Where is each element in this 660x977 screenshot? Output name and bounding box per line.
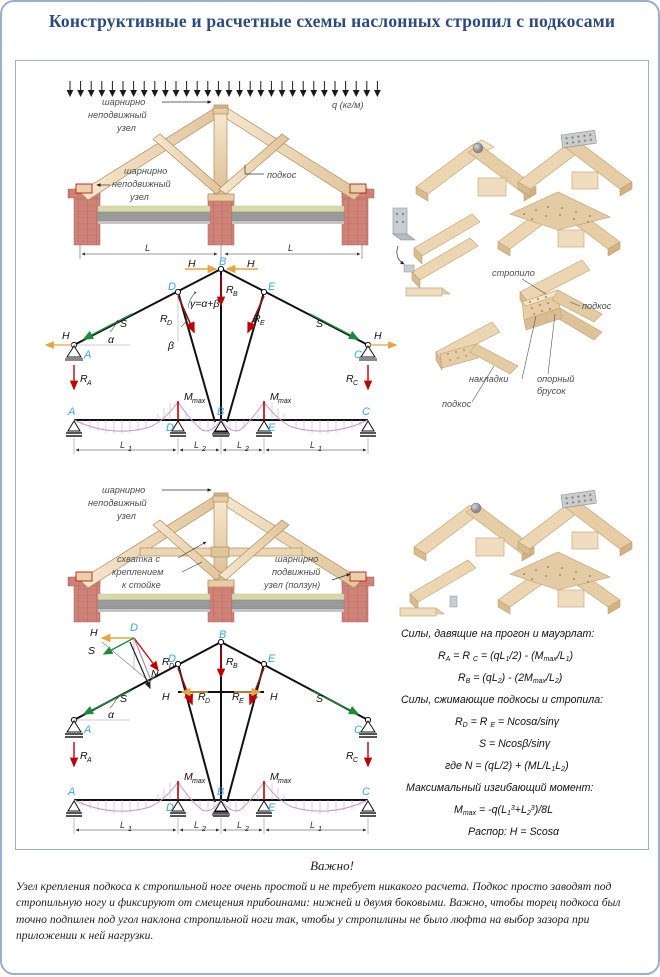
rd-sub-2: D xyxy=(205,698,211,705)
dim-l2-left-m1: L xyxy=(194,440,200,450)
node-label-d-m2: D xyxy=(166,802,174,814)
scheme1-structural-drawing xyxy=(67,81,381,259)
s-left-label: S xyxy=(120,318,128,330)
label-nakladki: накладки xyxy=(469,374,509,384)
node-label-a-m2: A xyxy=(68,786,76,798)
scheme2-structural-drawing xyxy=(68,485,374,622)
callout-ridge-line1: шарнирно xyxy=(102,97,146,107)
formula-ra-rc xyxy=(438,650,573,663)
callout2-collar-l1: схватка с xyxy=(117,554,160,564)
re-sub-2: E xyxy=(239,698,244,705)
label-oporny: опорный xyxy=(537,374,575,384)
mmax-right-sub-2: max xyxy=(278,778,292,785)
formula-rasp xyxy=(468,826,560,838)
callout-wall-line1: шарнирно xyxy=(124,166,168,176)
important-note xyxy=(16,858,648,945)
callout2-collar-l3: к стойке xyxy=(122,580,161,590)
moment2-dimensions xyxy=(74,818,368,834)
svg-text:S = Ncosβ/sinγ: S = Ncosβ/sinγ xyxy=(479,738,551,750)
formula-heading-2: Силы, сжимающие подкосы и стропила: xyxy=(401,694,604,706)
h-right-collar-label: H xyxy=(270,691,278,703)
detail-images-top xyxy=(393,130,632,409)
node-label-e1: E xyxy=(268,281,276,293)
dim-l1-left-sub-m2: 1 xyxy=(128,826,132,833)
note-text: Узел крепления подкоса к стропильной ноге очень простой и не требует никакого расчета. Подкос просто заводят под стропильную ногу и фиксируют от смещения прибоинами: нижней и двумя боковыми. Важно, чтобы торец подкоса был точно подпилен под угол наклона стропильной ноги так, чтобы у стропилины не было люфта на выбор зазора при приложении к ней нагрузки. xyxy=(16,880,621,943)
formula-block xyxy=(401,628,603,838)
diagram-canvas xyxy=(2,2,660,977)
mmax-left-sub-1: max xyxy=(192,398,206,405)
poly-n-label: N xyxy=(151,668,159,680)
dim-left-label: L xyxy=(145,243,151,253)
callout2-ridge-line1: шарнирно xyxy=(102,485,146,495)
poly-d-label: D xyxy=(130,622,138,634)
node-label-c-m2: C xyxy=(362,786,370,798)
node-label-d1: D xyxy=(168,281,176,293)
ra-label-2: R xyxy=(80,750,88,762)
dim-l1-right-sub-m1: 1 xyxy=(318,446,322,453)
node-label-a1: A xyxy=(84,349,92,361)
mmax-left-label-1: M xyxy=(184,391,193,403)
node-label-e-m2: E xyxy=(268,802,276,814)
h-left-b-label: H xyxy=(188,258,196,270)
formula-mmax xyxy=(454,804,553,817)
formula-heading-3: Максимальный изгибающий момент: xyxy=(406,782,594,794)
rc-label: R xyxy=(346,373,354,385)
label-stropilo: стропило xyxy=(492,268,535,278)
dim-l1-left-m2: L xyxy=(120,820,126,830)
poly-rd-label: R xyxy=(162,656,170,668)
node-label-a-m1: A xyxy=(68,406,76,418)
h-left-collar-label: H xyxy=(162,691,170,703)
label-brusok: брусок xyxy=(537,386,566,396)
svg-text:где N = (qL/2) + (ML/L1L2): где N = (qL/2) + (ML/L1L2) xyxy=(445,760,569,773)
dim-right-label: L xyxy=(288,243,294,253)
callout-wall-line3: узел xyxy=(130,192,149,202)
dim-l1-right-sub-m2: 1 xyxy=(318,826,322,833)
dim-l1-left-m1: L xyxy=(120,440,126,450)
ra-sub: A xyxy=(87,380,92,387)
poly-s-label: S xyxy=(88,645,96,657)
distributed-load-arrows xyxy=(67,81,381,97)
detail-images-bottom xyxy=(400,490,632,616)
s-right-label: S xyxy=(316,318,324,330)
rb-sub: B xyxy=(233,291,238,298)
node-label-b-m2: B xyxy=(217,786,225,798)
load-label: q (кг/м) xyxy=(332,100,364,110)
mmax-right-sub-1: max xyxy=(278,398,292,405)
rc-sub-2: C xyxy=(353,757,359,764)
node-label-e2: E xyxy=(268,653,276,665)
callout2-right-l2: подвижный xyxy=(272,567,321,577)
ra-sub-2: A xyxy=(87,757,92,764)
node-label-c1: C xyxy=(354,349,362,361)
node-label-e-m1: E xyxy=(268,422,276,434)
re-label-2: R xyxy=(232,691,240,703)
rd-label: R xyxy=(160,313,168,325)
node-label-d2: D xyxy=(168,653,176,665)
dim-l1-right-m1: L xyxy=(310,440,316,450)
rb-sub-2: B xyxy=(233,663,238,670)
support-a xyxy=(65,346,83,361)
node-label-b1: B xyxy=(219,256,227,268)
beta-label-1: β xyxy=(168,340,174,352)
formula-heading-1: Силы, давящие на прогон и мауэрлат: xyxy=(401,628,595,640)
re-arrow-2 xyxy=(250,668,264,704)
mmax-left-label-2: M xyxy=(184,771,193,783)
alpha-label-2: α xyxy=(108,709,114,721)
svg-text:Распор: H = Scosα: Распор: H = Scosα xyxy=(468,826,560,838)
svg-text:RB = (qL2) - (2Mmax/L2): RB = (qL2) - (2Mmax/L2) xyxy=(458,672,563,685)
callout-ridge-line3: узел xyxy=(117,123,136,133)
mmax-left-sub-2: max xyxy=(192,778,206,785)
poly-rd-sub: D xyxy=(169,663,175,670)
rd-arrow-2 xyxy=(178,668,192,704)
dim-l2-right-m2: L xyxy=(237,820,243,830)
note-heading: Важно! xyxy=(310,858,354,873)
svg-text:Mmax = -q(L13+L23)/8L: $Mmax = -q(L1^3+L2^3)/8L$ xyxy=(454,804,553,817)
dim-l2-left-sub-m2: 2 xyxy=(202,826,206,833)
formula-rd-re xyxy=(455,716,560,729)
rd-sub: D xyxy=(167,320,173,327)
dim-l2-right-m1: L xyxy=(237,440,243,450)
node-label-b2: B xyxy=(219,629,227,641)
ra-label: R xyxy=(80,373,88,385)
mmax-right-label-2: M xyxy=(270,771,279,783)
support-a-2 xyxy=(65,721,83,738)
gamma-label-1: γ=α+β xyxy=(190,298,220,310)
s-left-label-2: S xyxy=(120,693,128,705)
dim-l2-left-sub-m1: 2 xyxy=(202,446,206,453)
svg-text:RA = R C = (qL1/2) - (Mmax/L1): RA = R C = (qL1/2) - (Mmax/L1) xyxy=(438,650,574,663)
svg-text:RD = R E = Ncosα/sinγ: RD = R E = Ncosα/sinγ xyxy=(455,716,560,729)
rb-label: R xyxy=(226,284,234,296)
callout2-ridge-line3: узел xyxy=(117,511,136,521)
callout-ridge-line2: неподвижный xyxy=(88,110,147,120)
rc-sub: C xyxy=(353,380,359,387)
mmax-right-label-1: M xyxy=(270,391,279,403)
node-e-marker xyxy=(261,289,266,294)
label-podkos-1: подкос xyxy=(582,301,612,311)
callout2-right-l1: шарнирно xyxy=(275,554,319,564)
callout2-collar-l2: креплением xyxy=(112,567,164,577)
dim-l2-right-sub-m1: 2 xyxy=(245,446,249,453)
poly-h-label: H xyxy=(90,627,98,639)
callout-wall-line2: неподвижный xyxy=(112,179,171,189)
force-polygon xyxy=(88,622,174,688)
re-label: R xyxy=(253,313,261,325)
h-right-c-label: H xyxy=(374,330,382,342)
node-label-c2: C xyxy=(354,724,362,736)
rc-label-2: R xyxy=(346,750,354,762)
re-sub: E xyxy=(260,320,265,327)
s-right-label-2: S xyxy=(316,693,324,705)
dim-l2-right-sub-m2: 2 xyxy=(245,826,249,833)
rb-label-2: R xyxy=(226,656,234,668)
node-label-d-m1: D xyxy=(166,422,174,434)
metal-bracket-detail xyxy=(393,208,415,272)
dim-l1-right-m2: L xyxy=(310,820,316,830)
dim-l1-left-sub-m1: 1 xyxy=(128,446,132,453)
formula-rb xyxy=(458,672,562,685)
formula-s xyxy=(479,738,551,750)
h-right-b-label: H xyxy=(247,258,255,270)
callout-brace: подкос xyxy=(267,170,297,180)
alpha-label-1: α xyxy=(108,334,114,346)
callout2-ridge-line2: неподвижный xyxy=(88,498,147,508)
label-podkos-2: подкос xyxy=(442,399,472,409)
callout2-right-l3: узел (ползун) xyxy=(264,580,321,590)
page-title: Конструктивные и расчетные схемы наслонных стропил с подкосами xyxy=(48,11,616,31)
node-label-b-m1: B xyxy=(217,406,225,418)
node-label-a2: A xyxy=(84,724,92,736)
h-left-a-label: H xyxy=(62,330,70,342)
node-label-c-m1: C xyxy=(362,406,370,418)
dim-l2-left-m2: L xyxy=(194,820,200,830)
formula-n xyxy=(445,760,569,773)
moment1-dimensions xyxy=(74,438,368,454)
rd-label-2: R xyxy=(198,691,206,703)
